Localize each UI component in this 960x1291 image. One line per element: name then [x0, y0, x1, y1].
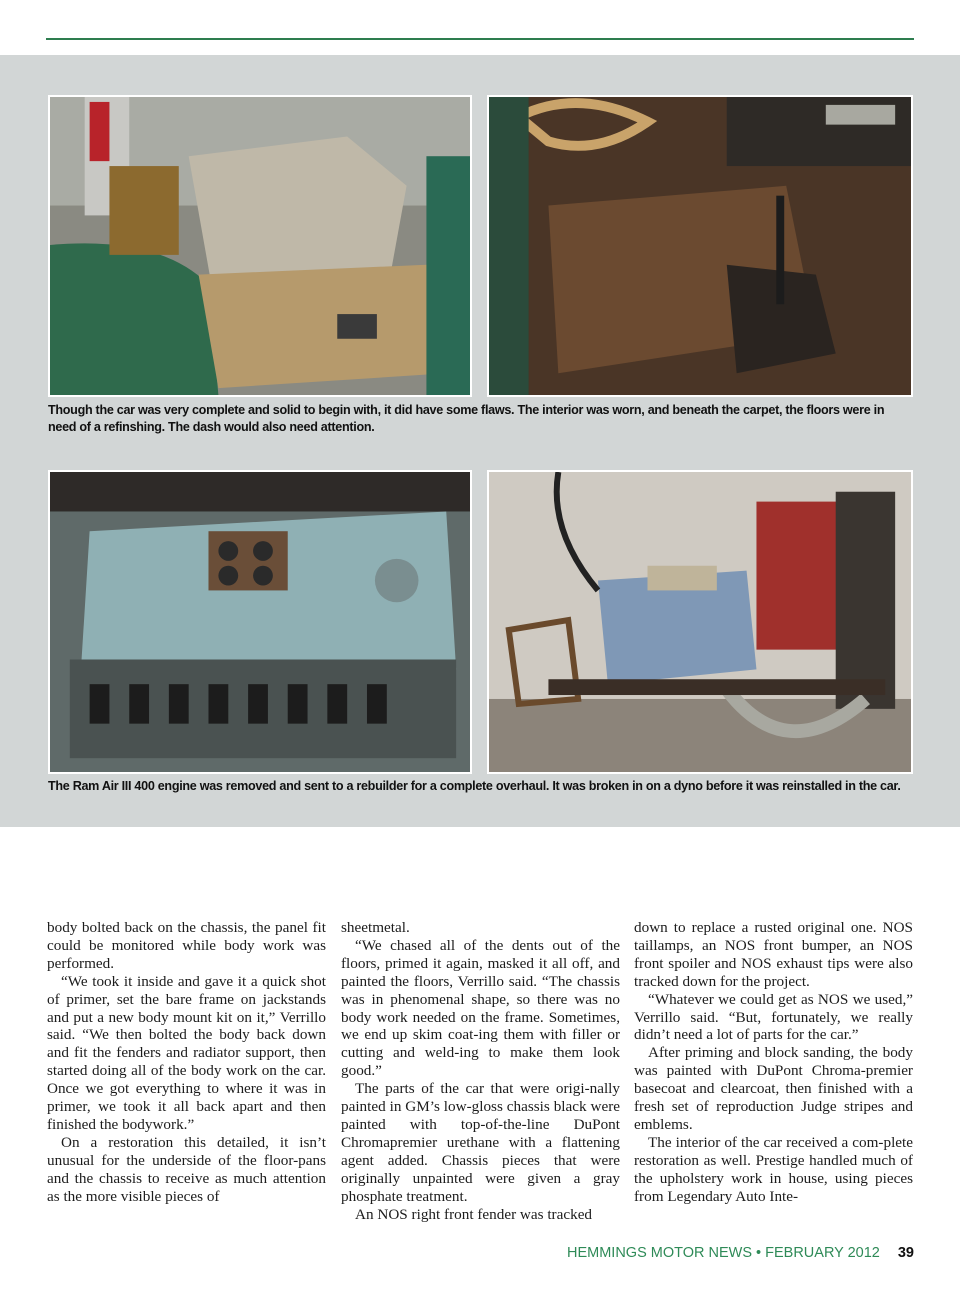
paragraph: body bolted back on the chassis, the panel fit could be monitored while body work was performed. [47, 919, 326, 972]
photo-engine-block [48, 470, 472, 774]
photo-caption-interior: Though the car was very complete and solid to begin with, it did have some flaws. The interior was worn, and beneath the carpet, the floors were in need of a refinshing. The dash would also need attention. [48, 403, 885, 434]
paragraph: After priming and block sanding, the body was painted with DuPont Chroma-premier basecoat and clearcoat, then finished with a fresh set of reproduction Judge stripes and emblems. [634, 1044, 913, 1133]
photo-engine-dyno [487, 470, 913, 774]
paragraph: The interior of the car received a com-plete restoration as well. Prestige handled much of the upholstery work in house, using pieces from Legendary Auto Inte- [634, 1133, 913, 1205]
photo-car-interior [48, 95, 472, 397]
paragraph: “We took it inside and gave it a quick shot of primer, set the bare frame on jackstands and put a new body mount kit on it,” Verrillo said. “We then bolted the body back down and fit the fenders and radiator support, then started doing all of the body work on the car. Once we got everything to where it was in primer, we took it all back apart and then finished the bodywork.” [47, 972, 326, 1133]
photo-floor-pans [487, 95, 913, 397]
photo-caption-engine: The Ram Air III 400 engine was removed and sent to a rebuilder for a complete overhaul. It was broken in on a dyno before it was reinstalled in the car. [48, 779, 901, 793]
paragraph: On a restoration this detailed, it isn’t unusual for the underside of the floor-pans and the chassis to receive as much attention as the more visible pieces of [47, 1133, 326, 1205]
paragraph: sheetmetal. [341, 919, 410, 936]
page-number: 39 [897, 1245, 914, 1261]
article-column-1 [47, 919, 326, 1206]
paragraph: The parts of the car that were origi-nally painted in GM’s low-gloss chassis black were painted with top-of-the-line DuPont Chromapremier urethane with a flattening agent added. Chassis pieces that were originally unpainted were given a gray phosphate treatment. [341, 1080, 620, 1205]
article-column-2 [341, 919, 620, 1223]
publication-name: HEMMINGS MOTOR NEWS • FEBRUARY 2012 [566, 1245, 880, 1261]
page-footer [560, 1245, 914, 1261]
paragraph: “We chased all of the dents out of the floors, primed it again, masked it all off, and painted the floors, Verrillo said. “The chassis was in phenomenal shape, so there was no body work needed on the frame. Sometimes, we end up skim coat-ing them with filler or cutting and weld-ing to make them look good.” [341, 936, 620, 1080]
photo-panel [0, 55, 960, 827]
article-column-3 [634, 919, 913, 1206]
paragraph: down to replace a rusted original one. NOS taillamps, an NOS front bumper, an NOS front spoiler and NOS exhaust tips were also tracked down for the project. [634, 919, 913, 990]
paragraph: “Whatever we could get as NOS we used,” Verrillo said. “But, fortunately, we really didn’t need a lot of parts for the car.” [634, 990, 913, 1044]
paragraph: An NOS right front fender was tracked [355, 1205, 593, 1223]
header-rule [46, 38, 914, 40]
